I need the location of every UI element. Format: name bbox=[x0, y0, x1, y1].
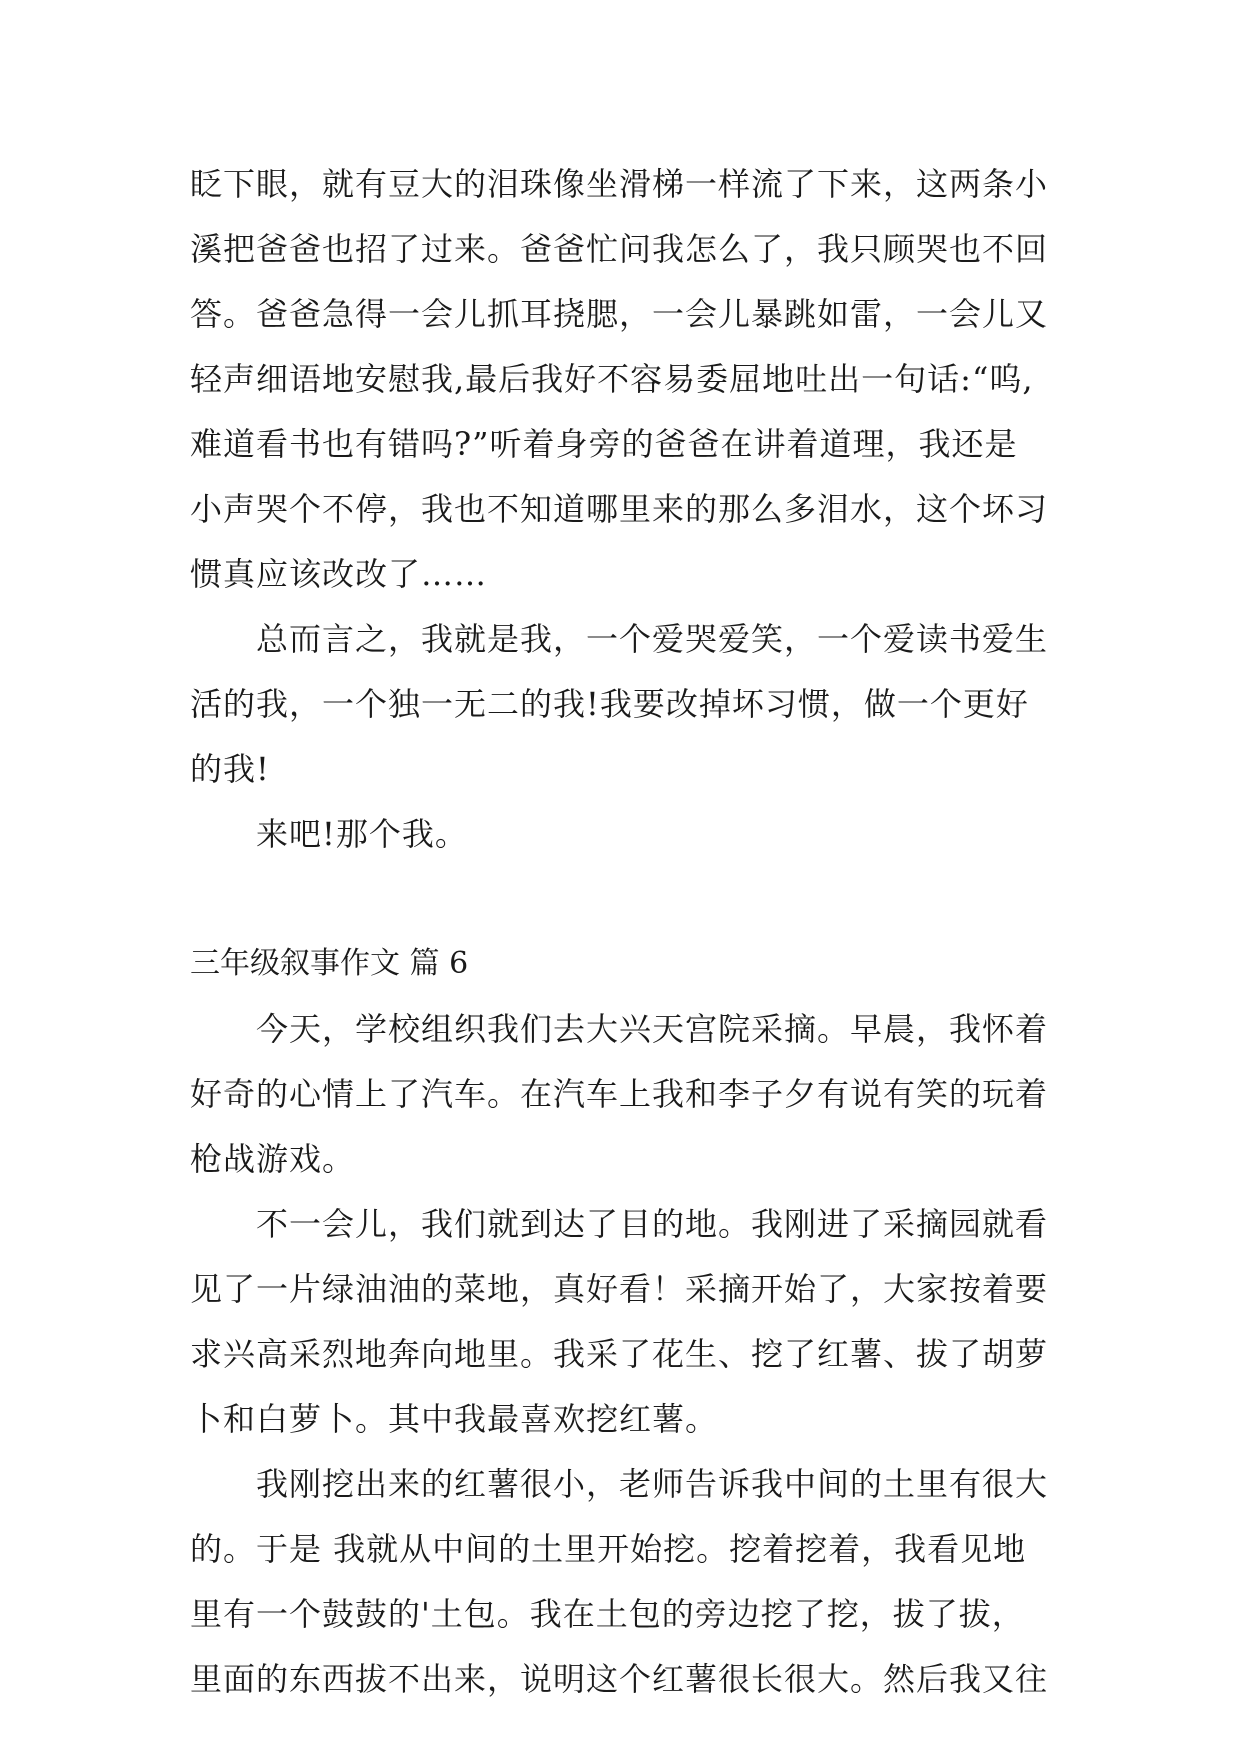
text-line: 枪战游戏。 bbox=[190, 1140, 356, 1178]
section-heading: 三年级叙事作文 篇 6 bbox=[190, 946, 469, 981]
text-line: 好奇的心情上了汽车。在汽车上我和李子夕有说有笑的玩着 bbox=[190, 1075, 1049, 1113]
text-line: 惯真应该改改了…… bbox=[190, 555, 488, 593]
text-line: 卜和白萝卜。其中我最喜欢挖红薯。 bbox=[190, 1400, 719, 1438]
text-line: 我刚挖出来的红薯很小，老师告诉我中间的土里有很大 bbox=[256, 1465, 1049, 1503]
text-line: 答。爸爸急得一会儿抓耳挠腮，一会儿暴跳如雷，一会儿又 bbox=[190, 295, 1049, 333]
text-line: 活的我，一个独一无二的我!我要改掉坏习惯，做一个更好 bbox=[190, 685, 1029, 723]
text-line: 难道看书也有错吗?”听着身旁的爸爸在讲着道理，我还是 bbox=[190, 425, 1018, 463]
text-line: 见了一片绿油油的菜地，真好看！采摘开始了，大家按着要 bbox=[190, 1270, 1049, 1308]
text-line: 轻声细语地安慰我,最后我好不容易委屈地吐出一句话:“呜, bbox=[190, 360, 1034, 398]
text-line: 的。于是 我就从中间的土里开始挖。挖着挖着，我看见地 bbox=[190, 1530, 1027, 1568]
text-line: 来吧!那个我。 bbox=[256, 815, 468, 853]
text-line: 里有一个鼓鼓的'土包。我在土包的旁边挖了挖，拔了拔， bbox=[190, 1595, 1025, 1633]
text-line: 眨下眼，就有豆大的泪珠像坐滑梯一样流了下来，这两条小 bbox=[190, 165, 1049, 203]
text-line: 今天，学校组织我们去大兴天宫院采摘。早晨，我怀着 bbox=[256, 1010, 1049, 1048]
text-line: 总而言之，我就是我，一个爱哭爱笑，一个爱读书爱生 bbox=[256, 620, 1049, 658]
text-line: 不一会儿，我们就到达了目的地。我刚进了采摘园就看 bbox=[256, 1205, 1049, 1243]
text-line: 小声哭个不停，我也不知道哪里来的那么多泪水，这个坏习 bbox=[190, 490, 1049, 528]
text-line: 的我! bbox=[190, 750, 270, 788]
text-line: 溪把爸爸也招了过来。爸爸忙问我怎么了，我只顾哭也不回 bbox=[190, 230, 1049, 268]
text-line: 里面的东西拔不出来，说明这个红薯很长很大。然后我又往 bbox=[190, 1660, 1049, 1698]
text-line: 求兴高采烈地奔向地里。我采了花生、挖了红薯、拔了胡萝 bbox=[190, 1335, 1049, 1373]
